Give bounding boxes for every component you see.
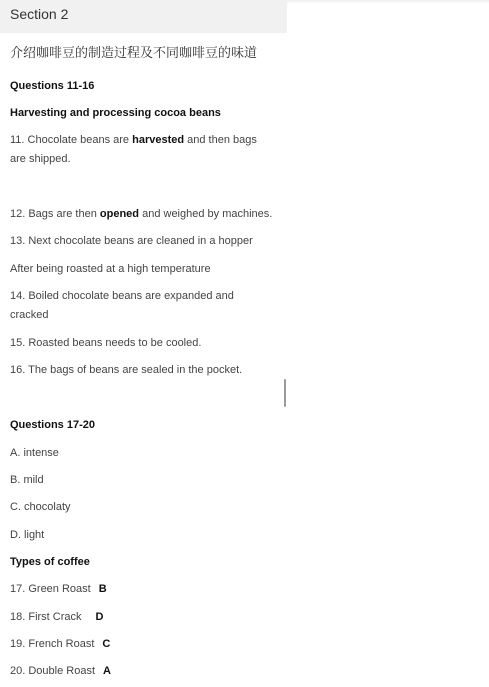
option-a: A. intense bbox=[10, 447, 59, 459]
q19-answer: C bbox=[102, 638, 111, 650]
question-11 bbox=[10, 131, 270, 169]
section-header bbox=[0, 0, 287, 33]
question-19 bbox=[10, 635, 110, 654]
q18-answer: D bbox=[95, 611, 104, 623]
q12-keyword: opened bbox=[99, 208, 140, 220]
roasting-note: After being roasted at a high temperature bbox=[10, 263, 211, 275]
q12-text-after: and weighed by machines. bbox=[139, 208, 273, 220]
section-title: Section 2 bbox=[10, 6, 69, 22]
option-b: B. mild bbox=[10, 474, 44, 486]
question-12 bbox=[10, 205, 272, 224]
question-18 bbox=[10, 608, 103, 627]
questions-17-20-heading: Questions 17-20 bbox=[10, 419, 95, 431]
types-of-coffee-heading: Types of coffee bbox=[10, 556, 90, 568]
q12-text-before: 12. Bags are then bbox=[10, 208, 100, 220]
harvesting-subheading: Harvesting and processing cocoa beans bbox=[10, 107, 221, 119]
question-13: 13. Next chocolate beans are cleaned in a hopper bbox=[10, 235, 253, 247]
option-c: C. chocolaty bbox=[10, 501, 71, 513]
question-15: 15. Roasted beans needs to be cooled. bbox=[10, 337, 202, 349]
question-17 bbox=[10, 580, 107, 599]
q17-label: 17. Green Roast bbox=[10, 583, 91, 595]
q19-label: 19. French Roast bbox=[10, 638, 95, 650]
q11-keyword: harvested bbox=[132, 134, 185, 146]
q18-label: 18. First Crack bbox=[10, 611, 82, 623]
questions-11-16-heading: Questions 11-16 bbox=[10, 80, 95, 92]
q20-answer: A bbox=[103, 665, 111, 677]
q20-label: 20. Double Roast bbox=[10, 665, 95, 677]
question-16: 16. The bags of beans are sealed in the pocket. bbox=[10, 364, 243, 376]
scrollbar-thumb[interactable] bbox=[284, 379, 286, 407]
question-20 bbox=[10, 662, 111, 681]
question-14: 14. Boiled chocolate beans are expanded and cracked bbox=[10, 290, 234, 321]
page-subtitle: 介绍咖啡豆的制造过程及不同咖啡豆的味道 bbox=[10, 45, 258, 60]
q11-text-after: and then bags are shipped. bbox=[10, 134, 257, 165]
header-shadow bbox=[287, 0, 489, 4]
q11-text-before: 11. Chocolate beans are bbox=[10, 134, 133, 146]
q17-answer: B bbox=[98, 583, 107, 595]
option-d: D. light bbox=[10, 529, 45, 541]
